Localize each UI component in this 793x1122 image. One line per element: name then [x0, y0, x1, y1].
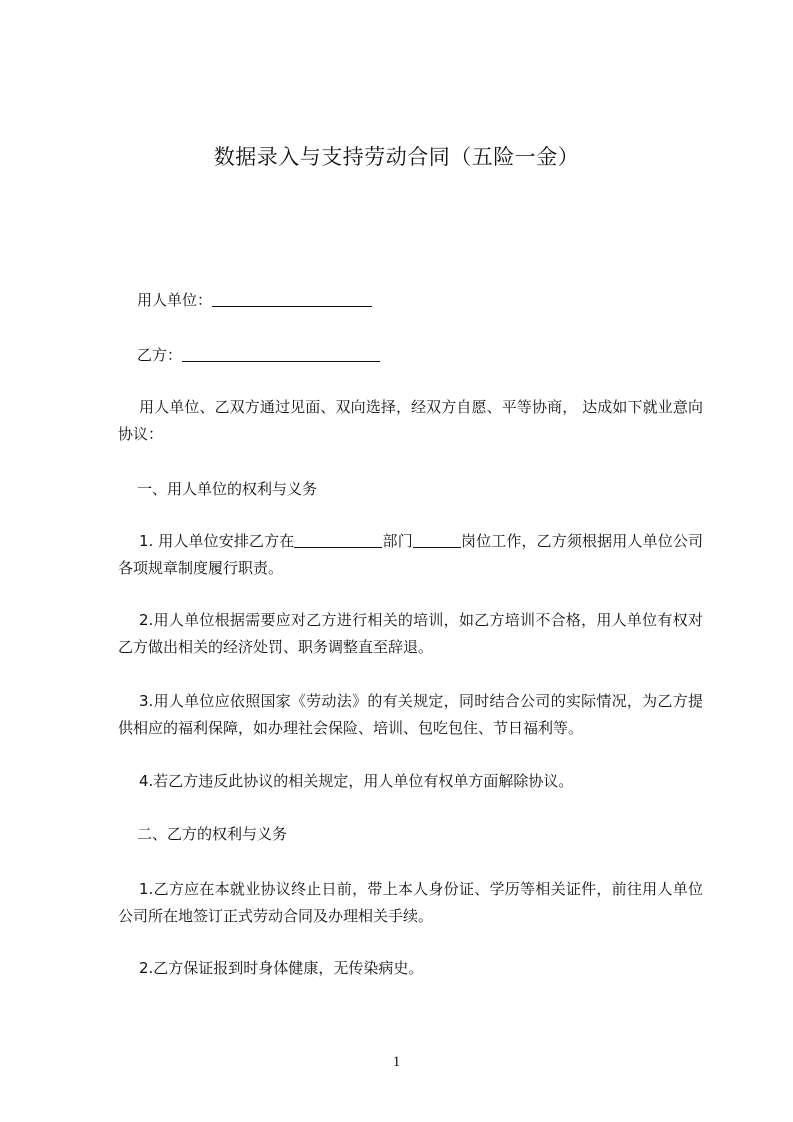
section1-clause1: [118, 528, 703, 582]
section1-heading: 一、用人单位的权利与义务: [137, 480, 318, 498]
section1-clause4: 4.若乙方违反此协议的相关规定，用人单位有权单方面解除协议。: [139, 772, 574, 790]
clause1-dept-word: 部门: [382, 532, 413, 550]
intro-paragraph: 用人单位、乙双方通过见面、双向选择，经双方自愿、平等协商， 达成如下就业意向协议：: [118, 398, 703, 443]
party-b-field: [137, 342, 722, 368]
employer-label: 用人单位：: [137, 291, 213, 309]
page-number: 1: [392, 1054, 401, 1070]
clause1-text-after: 岗位工作，乙方须根据用人单位公司各项规章制度履行职责。: [118, 532, 703, 577]
section2-clause2: 2.乙方保证报到时身体健康，无传染病史。: [139, 959, 424, 977]
department-blank[interactable]: [294, 530, 382, 548]
employer-blank[interactable]: [212, 289, 372, 307]
section2-heading: 二、乙方的权利与义务: [137, 825, 288, 843]
document-title: 数据录入与支持劳动合同（五险一金）: [213, 145, 580, 169]
section2-clause1: 1.乙方应在本就业协议终止日前，带上本人身份证、学历等相关证件，前往用人单位公司所在地签订正式劳动合同及办理相关手续。: [118, 880, 703, 925]
party-b-label: 乙方：: [137, 346, 183, 364]
party-b-blank[interactable]: [182, 344, 380, 362]
clause1-text-before: 1. 用人单位安排乙方在: [139, 532, 295, 550]
section1-clause2: 2.用人单位根据需要应对乙方进行相关的培训，如乙方培训不合格，用人单位有权对乙方做出相关的经济处罚、职务调整直至辞退。: [118, 611, 703, 656]
section1-clause3: 3.用人单位应依照国家《劳动法》的有关规定，同时结合公司的实际情况，为乙方提供相应的福利保障，如办理社会保险、培训、包吃包住、节日福利等。: [118, 692, 703, 737]
post-blank[interactable]: [413, 530, 461, 548]
employer-field: [137, 287, 722, 313]
